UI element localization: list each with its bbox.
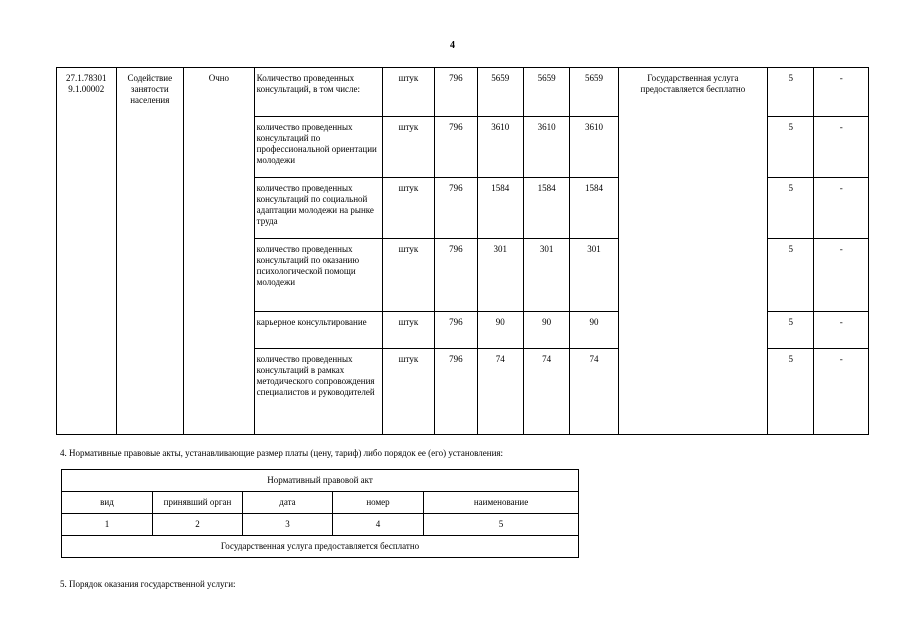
indicator-unit: штук — [382, 68, 434, 117]
indicator-last: - — [814, 178, 869, 239]
indicator-unit: штук — [382, 117, 434, 178]
indicator-value-3: 3610 — [570, 117, 618, 178]
indicator-okei: 796 — [435, 68, 477, 117]
indicator-last: - — [814, 117, 869, 178]
column-number: 3 — [243, 514, 333, 536]
indicator-value-3: 301 — [570, 239, 618, 312]
indicator-okei: 796 — [435, 117, 477, 178]
column-header-type: вид — [62, 492, 153, 514]
indicator-last: - — [814, 68, 869, 117]
indicator-last: - — [814, 239, 869, 312]
section-5-title: 5. Порядок оказания государственной услуги: — [60, 579, 236, 589]
service-note: Государственная услуга предоставляется бесплатно — [618, 68, 767, 435]
indicator-value-2: 74 — [523, 349, 569, 435]
column-number: 2 — [153, 514, 243, 536]
column-header-authority: принявший орган — [153, 492, 243, 514]
column-header-number: номер — [333, 492, 424, 514]
section-4-title: 4. Нормативные правовые акты, устанавливающие размер платы (цену, тариф) либо порядок ее (его) установления: — [60, 448, 504, 458]
indicator-value-3: 90 — [570, 312, 618, 349]
indicator-name: Количество проведенных консультаций, в том числе: — [254, 68, 382, 117]
column-number: 1 — [62, 514, 153, 536]
service-name: Содействие занятости населения — [116, 68, 184, 435]
indicator-value-2: 5659 — [523, 68, 569, 117]
indicator-last: - — [814, 349, 869, 435]
indicator-value-3: 74 — [570, 349, 618, 435]
indicator-name: количество проведенных консультаций по профессиональной ориентации молодежи — [254, 117, 382, 178]
indicator-unit: штук — [382, 312, 434, 349]
indicator-unit: штук — [382, 239, 434, 312]
indicator-deviation: 5 — [768, 68, 814, 117]
indicator-okei: 796 — [435, 349, 477, 435]
indicator-value-1: 301 — [477, 239, 523, 312]
indicator-deviation: 5 — [768, 239, 814, 312]
indicator-value-1: 1584 — [477, 178, 523, 239]
column-header-title: наименование — [424, 492, 579, 514]
indicator-name: количество проведенных консультаций в рамках методического сопровождения специалистов и руководителей — [254, 349, 382, 435]
indicator-value-2: 90 — [523, 312, 569, 349]
column-number: 5 — [424, 514, 579, 536]
indicator-value-2: 301 — [523, 239, 569, 312]
page-number: 4 — [450, 40, 455, 51]
service-code: 27.1.78301 9.1.00002 — [57, 68, 117, 435]
indicator-okei: 796 — [435, 178, 477, 239]
indicator-deviation: 5 — [768, 349, 814, 435]
indicator-last: - — [814, 312, 869, 349]
indicator-value-3: 5659 — [570, 68, 618, 117]
indicator-value-2: 1584 — [523, 178, 569, 239]
indicator-deviation: 5 — [768, 178, 814, 239]
column-number: 4 — [333, 514, 424, 536]
indicator-value-3: 1584 — [570, 178, 618, 239]
service-form: Очно — [184, 68, 255, 435]
indicator-deviation: 5 — [768, 312, 814, 349]
indicator-value-1: 3610 — [477, 117, 523, 178]
indicator-value-1: 90 — [477, 312, 523, 349]
indicator-value-2: 3610 — [523, 117, 569, 178]
indicator-unit: штук — [382, 178, 434, 239]
indicator-value-1: 5659 — [477, 68, 523, 117]
legal-acts-table — [61, 469, 579, 558]
indicator-name: количество проведенных консультаций по социальной адаптации молодежи на рынке труда — [254, 178, 382, 239]
indicator-okei: 796 — [435, 239, 477, 312]
indicators-table — [56, 67, 869, 435]
indicator-unit: штук — [382, 349, 434, 435]
legal-acts-note: Государственная услуга предоставляется бесплатно — [62, 536, 579, 558]
indicator-deviation: 5 — [768, 117, 814, 178]
column-header-date: дата — [243, 492, 333, 514]
legal-acts-header: Нормативный правовой акт — [62, 470, 579, 492]
indicator-name: карьерное консультирование — [254, 312, 382, 349]
indicator-okei: 796 — [435, 312, 477, 349]
indicator-name: количество проведенных консультаций по оказанию психологической помощи молодежи — [254, 239, 382, 312]
indicator-value-1: 74 — [477, 349, 523, 435]
